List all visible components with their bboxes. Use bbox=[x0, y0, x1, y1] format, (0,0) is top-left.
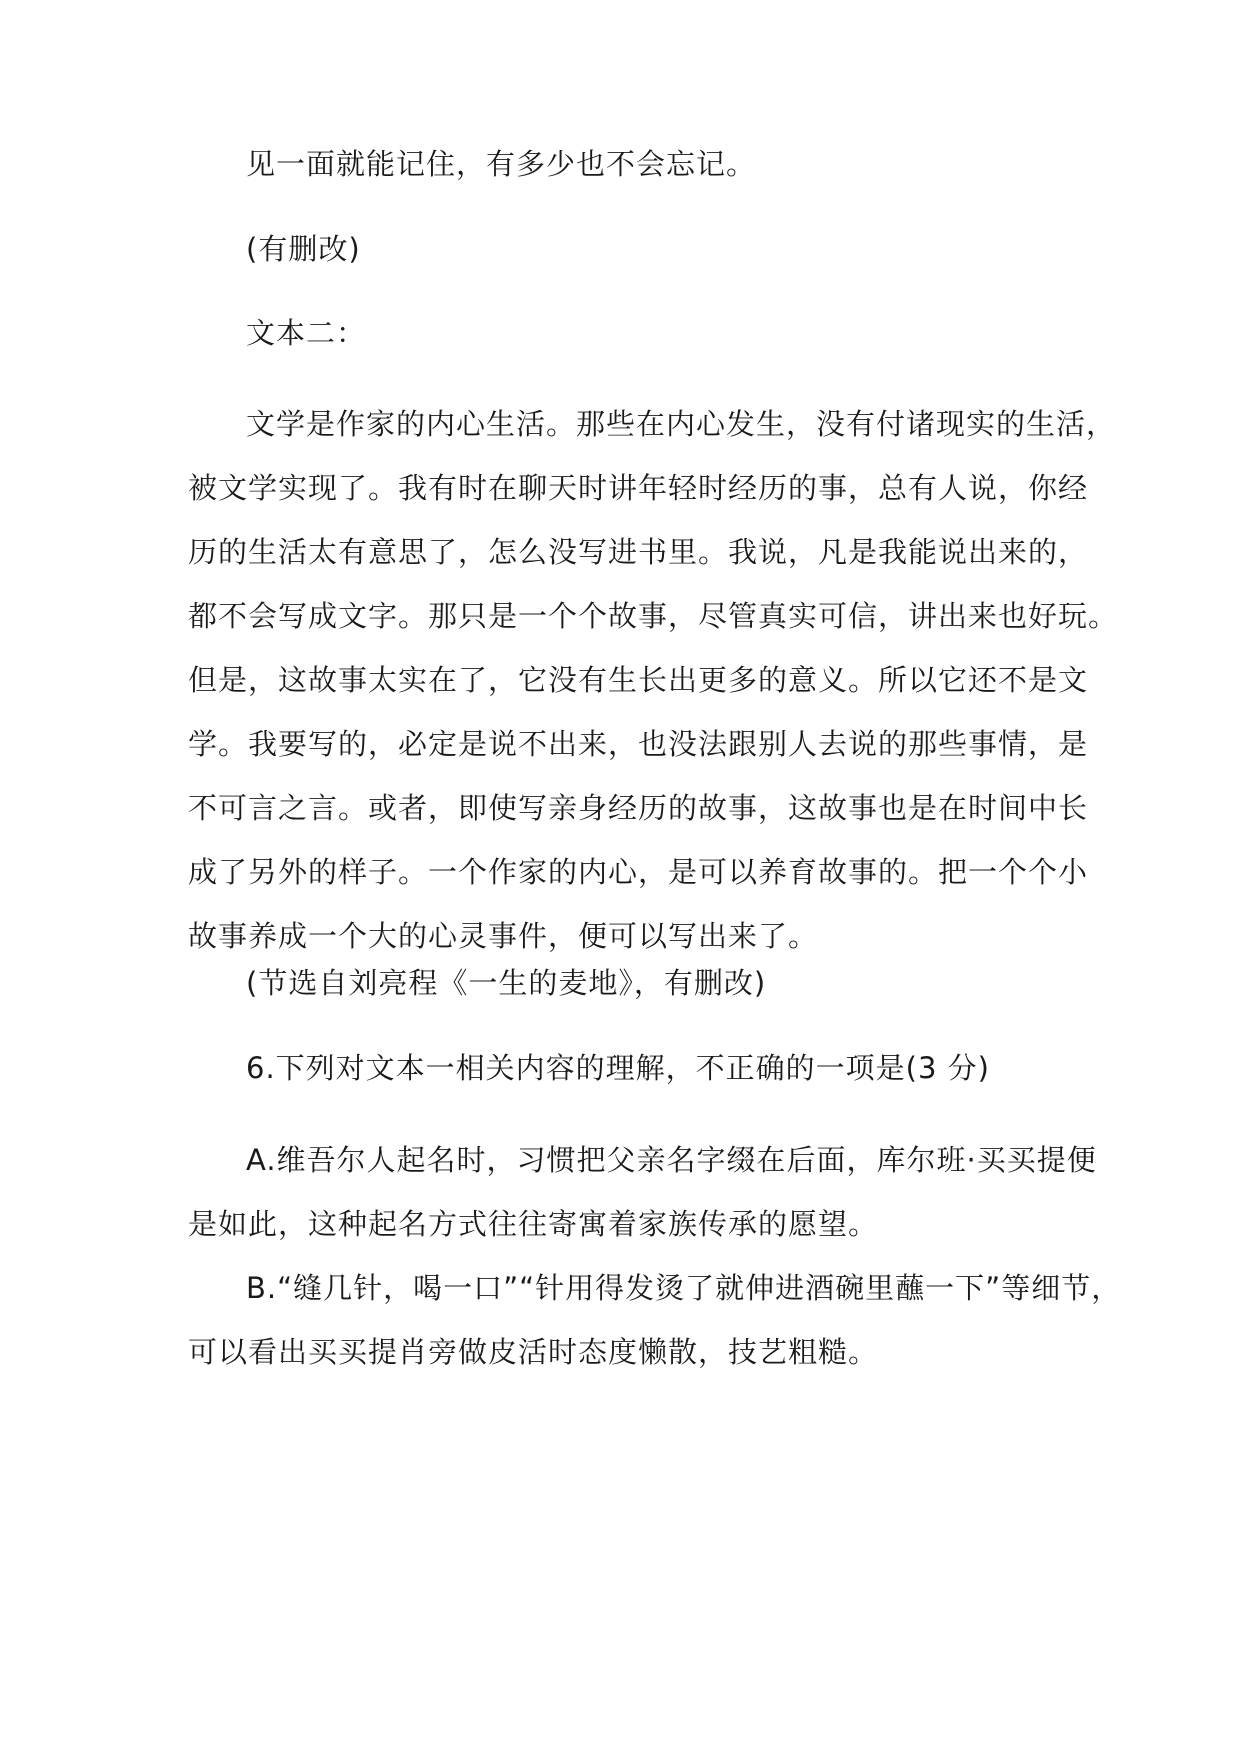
option-b bbox=[188, 1256, 1122, 1384]
body-line: 成了另外的样子。一个作家的内心，是可以养育故事的。把一个个小 bbox=[188, 855, 1089, 889]
option-a-line: 是如此，这种起名方式往往寄寓着家族传承的愿望。 bbox=[188, 1207, 879, 1241]
body-line: 但是，这故事太实在了，它没有生长出更多的意义。所以它还不是文 bbox=[188, 663, 1089, 697]
option-a bbox=[188, 1128, 1097, 1256]
body-line: 被文学实现了。我有时在聊天时讲年轻时经历的事，总有人说，你经 bbox=[188, 471, 1089, 505]
text-two-body bbox=[188, 392, 1119, 968]
paragraph-ending: 见一面就能记住，有多少也不会忘记。 bbox=[246, 147, 757, 181]
option-b-line: 可以看出买买提肖旁做皮活时态度懒散，技艺粗糙。 bbox=[188, 1335, 879, 1369]
body-line: 都不会写成文字。那只是一个个故事，尽管真实可信，讲出来也好玩。 bbox=[188, 599, 1119, 633]
body-line: 故事养成一个大的心灵事件，便可以写出来了。 bbox=[188, 919, 819, 953]
question-6: 6.下列对文本一相关内容的理解，不正确的一项是(3 分) bbox=[246, 1051, 990, 1085]
revision-note: (有删改) bbox=[246, 232, 361, 266]
option-a-line: A.维吾尔人起名时，习惯把父亲名字缀在后面，库尔班·买买提便 bbox=[246, 1143, 1097, 1177]
body-line: 文学是作家的内心生活。那些在内心发生，没有付诸现实的生活， bbox=[246, 407, 1117, 441]
body-line: 不可言之言。或者，即使写亲身经历的故事，这故事也是在时间中长 bbox=[188, 791, 1089, 825]
text-two-heading: 文本二： bbox=[246, 316, 367, 350]
source-citation: (节选自刘亮程《一生的麦地》，有删改) bbox=[246, 966, 767, 1000]
body-line: 学。我要写的，必定是说不出来，也没法跟别人去说的那些事情，是 bbox=[188, 727, 1089, 761]
body-line: 历的生活太有意思了，怎么没写进书里。我说，凡是我能说出来的， bbox=[188, 535, 1089, 569]
option-b-line: B.“缝几针，喝一口”“针用得发烫了就伸进酒碗里蘸一下”等细节， bbox=[246, 1271, 1122, 1305]
